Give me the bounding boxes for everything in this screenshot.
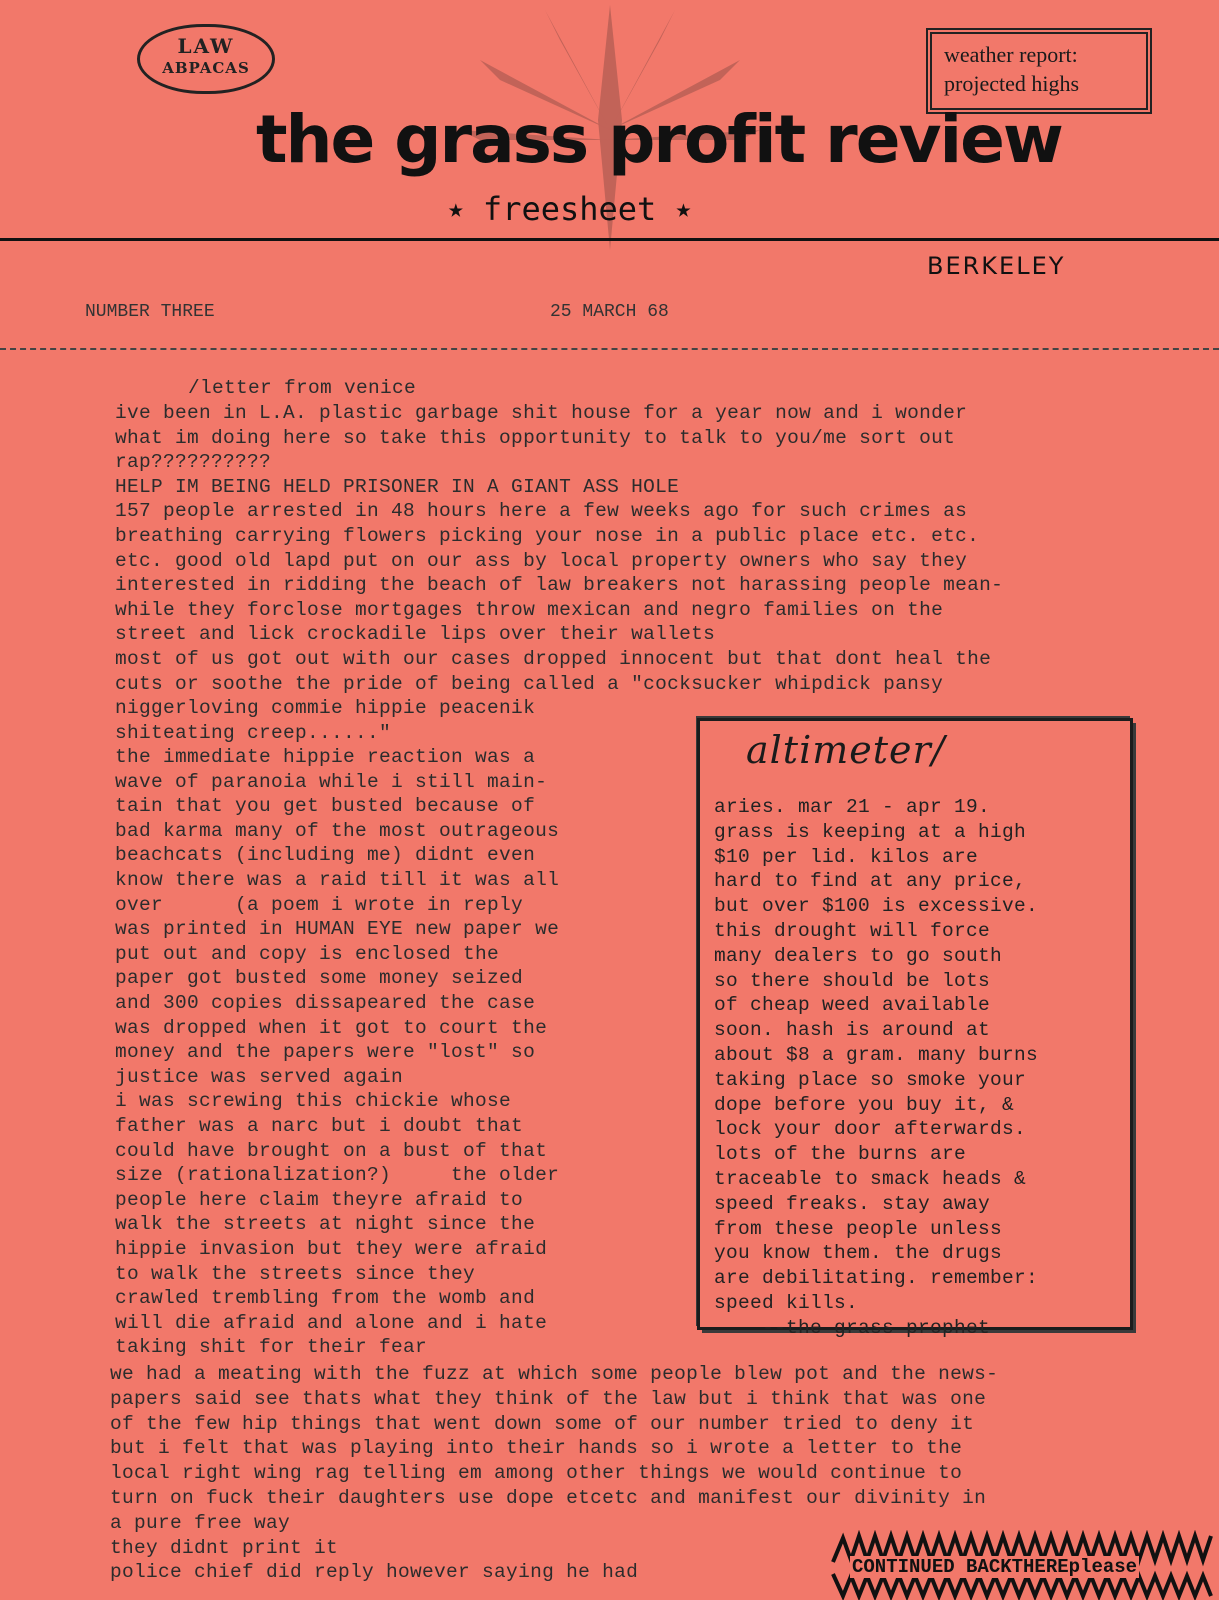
altimeter-line: soon. hash is around at <box>714 1019 991 1042</box>
letter-line: rap?????????? <box>115 451 272 474</box>
letter-line: walk the streets at night since the <box>115 1213 536 1236</box>
letter-line: cuts or soothe the pride of being called a "cocksucker whipdick pansy <box>115 672 944 695</box>
altimeter-line: speed kills. <box>714 1292 859 1314</box>
letter-line: to walk the streets since they <box>115 1262 476 1285</box>
dashed-divider <box>0 348 1219 350</box>
letter-line: wave of paranoia while i still main- <box>115 770 548 793</box>
letter-line: and 300 copies dissapeared the case <box>115 992 536 1014</box>
letter-line: breathing carrying flowers picking your nose in a public place etc. etc. <box>115 525 980 547</box>
altimeter-heading: altimeter/ <box>746 728 946 772</box>
letter-line: know there was a raid till it was all <box>115 869 560 891</box>
letter-line: was dropped when it got to court the <box>115 1016 548 1039</box>
letter-line: taking shit for their fear <box>115 1336 428 1359</box>
altimeter-line: hard to find at any price, <box>714 870 1027 893</box>
letter-line: ive been in L.A. plastic garbage shit house for a year now and i wonder <box>115 402 968 424</box>
letter-line: they didnt print it <box>110 1536 339 1559</box>
logo-stamp <box>137 24 275 94</box>
letter-line: tain that you get busted because of <box>115 795 536 818</box>
masthead-title: the grass profit review <box>256 101 1062 178</box>
letter-line: what im doing here so take this opportunity to talk to you/me sort out <box>115 426 956 449</box>
altimeter-line: are debilitating. remember: <box>714 1267 1039 1290</box>
letter-line: while they forclose mortgages throw mexican and negro families on the <box>115 598 944 621</box>
letter-line: justice was served again <box>115 1065 404 1088</box>
letter-line: money and the papers were "lost" so <box>115 1041 536 1064</box>
letter-line: crawled trembling from the womb and <box>115 1287 536 1310</box>
star-icon: ★ <box>675 194 692 224</box>
letter-line: we had a meating with the fuzz at which some people blew pot and the news- <box>110 1363 999 1385</box>
letter-line: shiteating creep......" <box>115 721 392 744</box>
continued-label: CONTINUED BACKTHEREplease <box>852 1556 1138 1578</box>
letter-line: of the few hip things that went down some of our number tried to deny it <box>110 1412 975 1435</box>
letter-heading: /letter from venice <box>188 377 417 399</box>
letter-line: but i felt that was playing into their hands so i wrote a letter to the <box>110 1437 963 1460</box>
altimeter-line: so there should be lots <box>714 969 991 992</box>
letter-line: father was a narc but i doubt that <box>115 1115 524 1137</box>
location-label: BERKELEY <box>927 252 1066 280</box>
altimeter-line: but over $100 is excessive. <box>714 895 1039 918</box>
altimeter-line: of cheap weed available <box>714 994 991 1017</box>
altimeter-line: --the grass prophet <box>714 1316 991 1339</box>
logo-line-1: LAW <box>177 34 235 58</box>
letter-line: etc. good old lapd put on our ass by local property owners who say they <box>115 549 968 572</box>
altimeter-line: aries. mar 21 - apr 19. <box>714 796 991 818</box>
letter-line: 157 people arrested in 48 hours here a few weeks ago for such crimes as <box>115 500 968 523</box>
letter-line: size (rationalization?) the older <box>115 1164 560 1187</box>
altimeter-line: about $8 a gram. many burns <box>714 1044 1039 1066</box>
altimeter-line: you know them. the drugs <box>714 1242 1003 1265</box>
letter-line: people here claim theyre afraid to <box>115 1188 524 1211</box>
masthead-rule <box>0 238 1219 241</box>
altimeter-line: grass is keeping at a high <box>714 820 1027 843</box>
altimeter-line: speed freaks. stay away <box>714 1192 991 1215</box>
altimeter-line: dope before you buy it, & <box>714 1093 1015 1116</box>
letter-line: hippie invasion but they were afraid <box>115 1238 548 1260</box>
star-icon: ★ <box>448 194 464 224</box>
altimeter-line: taking place so smoke your <box>714 1068 1027 1091</box>
altimeter-line: this drought will force <box>714 920 991 942</box>
letter-line: HELP IM BEING HELD PRISONER IN A GIANT ASS HOLE <box>115 475 680 498</box>
letter-line: police chief did reply however saying he had <box>110 1561 639 1584</box>
altimeter-line: many dealers to go south <box>714 944 1003 967</box>
subtitle-text: freesheet <box>482 190 657 228</box>
weather-line-1: weather report: <box>944 42 1078 67</box>
letter-line: paper got busted some money seized <box>115 967 524 990</box>
masthead-subtitle <box>448 190 691 228</box>
letter-line: local right wing rag telling em among other things we would continue to <box>110 1462 963 1485</box>
letter-line: street and lick crockadile lips over their wallets <box>115 623 716 646</box>
letter-line: interested in ridding the beach of law breakers not harassing people mean- <box>115 574 1004 597</box>
letter-line: most of us got out with our cases dropped innocent but that dont heal the <box>115 648 992 670</box>
altimeter-line: traceable to smack heads & <box>714 1168 1027 1190</box>
letter-line: the immediate hippie reaction was a <box>115 746 536 768</box>
letter-line: put out and copy is enclosed the <box>115 942 500 965</box>
letter-line: over (a poem i wrote in reply <box>115 893 524 916</box>
altimeter-line: $10 per lid. kilos are <box>714 845 979 868</box>
letter-line: i was screwing this chickie whose <box>115 1090 512 1113</box>
letter-line: was printed in HUMAN EYE new paper we <box>115 918 560 941</box>
issue-date: 25 MARCH 68 <box>550 302 669 322</box>
altimeter-line: lock your door afterwards. <box>714 1118 1027 1141</box>
letter-line: a pure free way <box>110 1511 291 1534</box>
letter-line: turn on fuck their daughters use dope etcetc and manifest our divinity in <box>110 1487 987 1509</box>
issue-number: NUMBER THREE <box>85 302 215 322</box>
weather-line-2: projected highs <box>944 71 1080 96</box>
altimeter-line: lots of the burns are <box>714 1143 967 1166</box>
letter-line: beachcats (including me) didnt even <box>115 844 536 867</box>
letter-line: papers said see thats what they think of the law but i think that was one <box>110 1387 987 1410</box>
letter-line: bad karma many of the most outrageous <box>115 819 560 842</box>
letter-line: will die afraid and alone and i hate <box>115 1311 548 1334</box>
weather-report-box <box>930 32 1148 110</box>
letter-line: niggerloving commie hippie peacenik <box>115 697 536 720</box>
altimeter-line: from these people unless <box>714 1217 1003 1240</box>
letter-line: could have brought on a bust of that <box>115 1139 548 1162</box>
logo-line-2: ABPACAS <box>162 59 250 77</box>
